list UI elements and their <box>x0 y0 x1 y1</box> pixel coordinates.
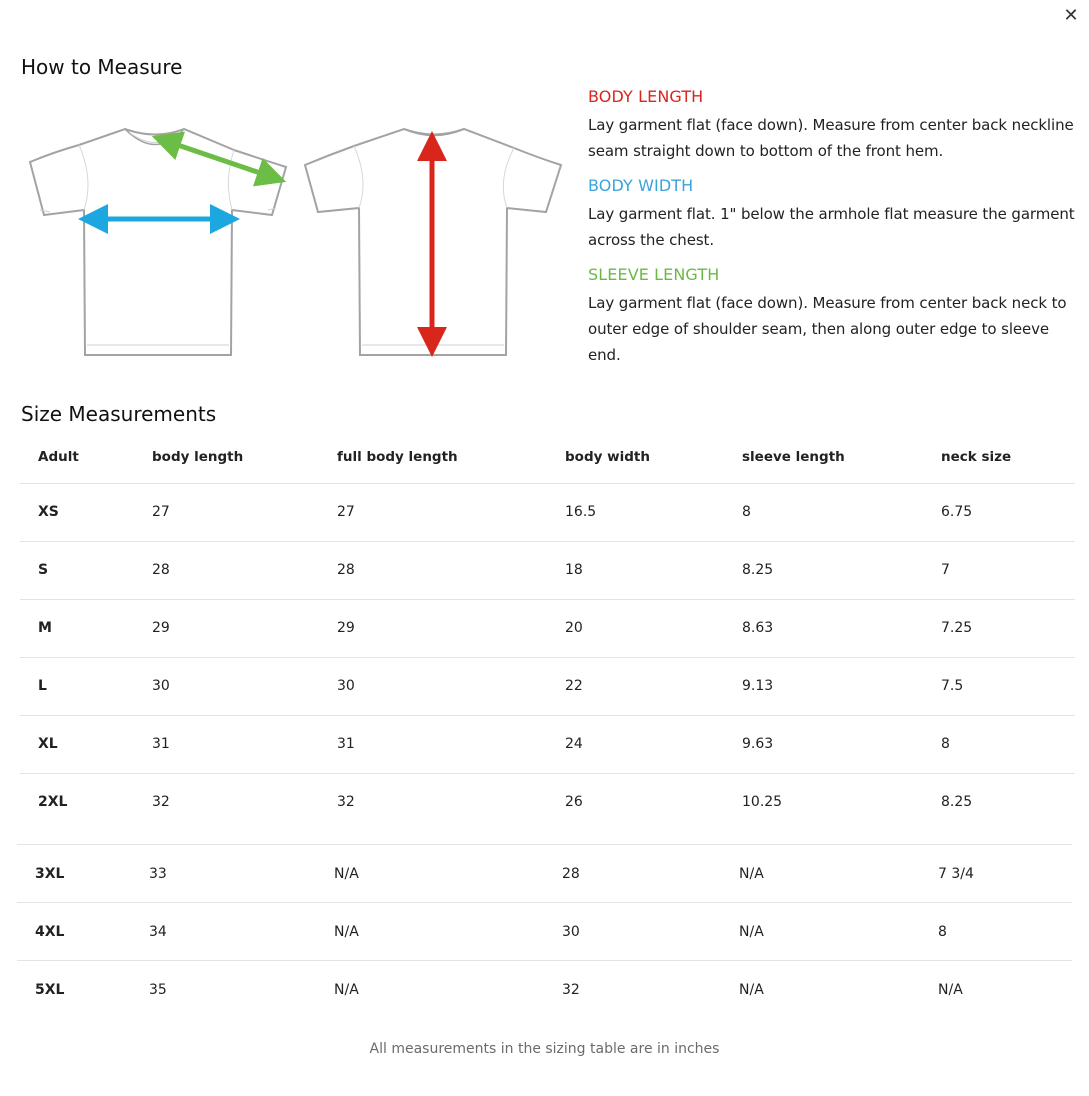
table-cell: 34 <box>131 903 316 961</box>
table-cell: 29 <box>319 599 547 657</box>
table-cell: 8 <box>920 903 1072 961</box>
table-cell: 27 <box>134 483 319 541</box>
table-cell: 7 3/4 <box>920 845 1072 903</box>
table-row <box>20 657 1075 715</box>
table-cell: 7.25 <box>923 599 1075 657</box>
table-cell: 9.63 <box>724 715 923 773</box>
size-label-cell: 3XL <box>17 845 131 903</box>
header-adult: Adult <box>38 449 79 466</box>
table-cell: 20 <box>547 599 724 657</box>
table-row <box>17 845 1072 903</box>
table-cell: 7 <box>923 541 1075 599</box>
size-label-cell: 2XL <box>20 773 134 831</box>
table-cell: 16.5 <box>547 483 724 541</box>
table-cell: N/A <box>721 903 920 961</box>
table-cell: 9.13 <box>724 657 923 715</box>
table-cell: 6.75 <box>923 483 1075 541</box>
table-row <box>20 773 1075 831</box>
how-to-measure-title: How to Measure <box>21 55 183 79</box>
table-cell: 24 <box>547 715 724 773</box>
table-cell: 8.25 <box>923 773 1075 831</box>
instruction-body-length <box>588 86 1083 164</box>
table-cell: N/A <box>721 845 920 903</box>
table-cell: 31 <box>319 715 547 773</box>
table-row <box>20 599 1075 657</box>
header-body-length: body length <box>152 449 244 466</box>
table-row <box>17 961 1072 1019</box>
table-cell: N/A <box>721 961 920 1019</box>
table-cell: 32 <box>319 773 547 831</box>
header-full-body-length: full body length <box>337 449 458 466</box>
header-neck-size: neck size <box>941 449 1012 466</box>
size-table-main <box>20 432 1075 831</box>
table-cell: 18 <box>547 541 724 599</box>
table-cell: N/A <box>920 961 1072 1019</box>
size-label-cell: XL <box>20 715 134 773</box>
front-tshirt <box>30 129 286 355</box>
table-cell: 7.5 <box>923 657 1075 715</box>
table-row <box>20 715 1075 773</box>
table-row <box>20 541 1075 599</box>
table-cell: 32 <box>544 961 721 1019</box>
table-header-row <box>20 432 1075 483</box>
table-cell: 31 <box>134 715 319 773</box>
tshirt-measure-diagram <box>24 120 569 365</box>
instruction-text: Lay garment flat (face down). Measure from center back neckline seam straight down to bottom of the front hem. <box>588 116 1074 160</box>
table-cell: 28 <box>134 541 319 599</box>
table-cell: N/A <box>316 845 544 903</box>
table-cell: 27 <box>319 483 547 541</box>
header-body-width: body width <box>565 449 650 466</box>
instruction-text: Lay garment flat. 1" below the armhole flat measure the garment across the chest. <box>588 205 1075 249</box>
table-cell: 32 <box>134 773 319 831</box>
close-button[interactable] <box>1059 4 1083 28</box>
instruction-heading: SLEEVE LENGTH <box>588 265 720 284</box>
instruction-sleeve-length <box>588 264 1083 368</box>
table-cell: 28 <box>544 845 721 903</box>
close-icon: ✕ <box>1063 5 1079 26</box>
instruction-body-width <box>588 175 1083 253</box>
table-cell: 8 <box>923 715 1075 773</box>
table-cell: 8 <box>724 483 923 541</box>
table-cell: 28 <box>319 541 547 599</box>
table-cell: N/A <box>316 903 544 961</box>
header-sleeve-length: sleeve length <box>742 449 845 466</box>
size-table-extended <box>17 844 1072 1019</box>
instruction-text: Lay garment flat (face down). Measure from center back neck to outer edge of shoulder seam, then along outer edge to sleeve end. <box>588 294 1067 364</box>
units-footnote: All measurements in the sizing table are in inches <box>369 1041 720 1057</box>
instruction-heading: BODY WIDTH <box>588 176 694 195</box>
table-cell: 35 <box>131 961 316 1019</box>
instruction-heading: BODY LENGTH <box>588 87 704 106</box>
table-cell: 10.25 <box>724 773 923 831</box>
size-table <box>20 432 1075 1019</box>
table-cell: 22 <box>547 657 724 715</box>
table-cell: 8.63 <box>724 599 923 657</box>
table-row <box>20 483 1075 541</box>
size-measurements-title: Size Measurements <box>21 402 217 426</box>
measure-instructions <box>588 86 1083 379</box>
table-row <box>17 903 1072 961</box>
table-cell: 30 <box>319 657 547 715</box>
size-label-cell: L <box>20 657 134 715</box>
table-cell: 33 <box>131 845 316 903</box>
size-label-cell: M <box>20 599 134 657</box>
table-cell: 29 <box>134 599 319 657</box>
size-label-cell: S <box>20 541 134 599</box>
size-label-cell: 5XL <box>17 961 131 1019</box>
size-label-cell: XS <box>20 483 134 541</box>
table-cell: 8.25 <box>724 541 923 599</box>
table-cell: 30 <box>544 903 721 961</box>
table-cell: N/A <box>316 961 544 1019</box>
table-cell: 26 <box>547 773 724 831</box>
table-cell: 30 <box>134 657 319 715</box>
size-label-cell: 4XL <box>17 903 131 961</box>
